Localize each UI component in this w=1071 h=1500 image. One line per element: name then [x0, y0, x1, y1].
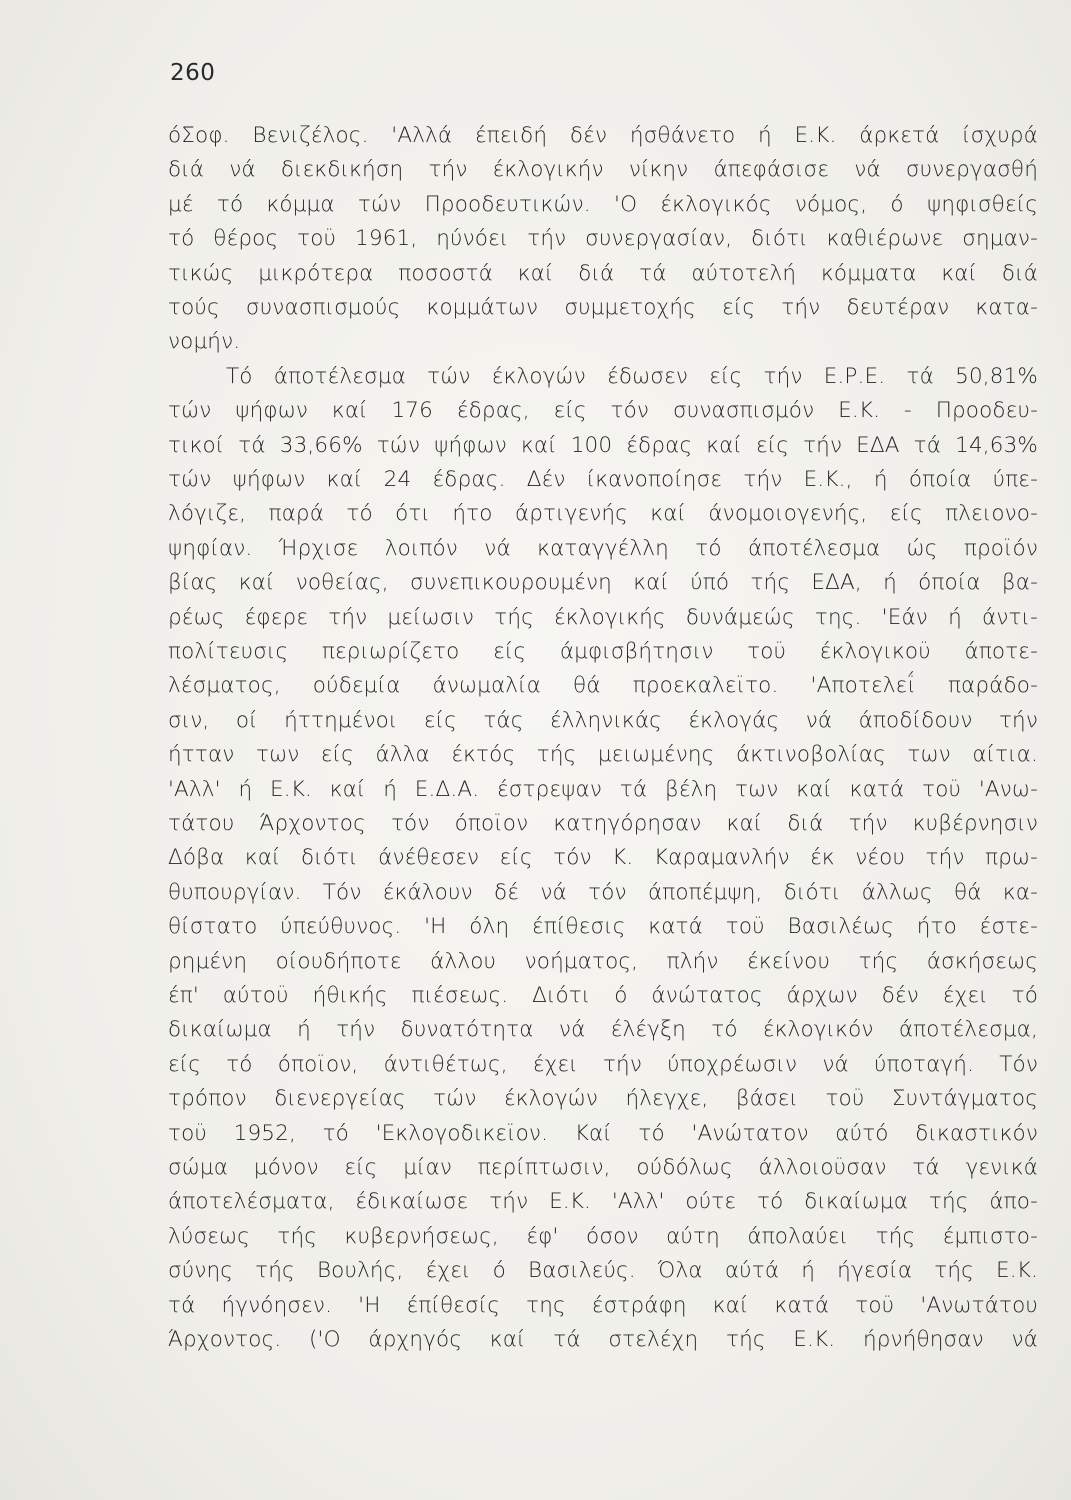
text-line: σιν, οί ήττημένοι είς τάς έλληνικάς έκλογάς νά άποδίδουν τήν	[168, 707, 1038, 733]
text-line: ψηφίαν. Ήρχισε λοιπόν νά καταγγέλλη τό άποτέλεσμα ώς προϊόν	[168, 535, 1038, 561]
text-line: Τό άποτέλεσμα τών έκλογών έδωσεν είς τήν Ε.Ρ.Ε. τά 50,81%	[226, 363, 1038, 389]
page-number: 260	[170, 60, 216, 86]
text-line: τικώς μικρότερα ποσοστά καί διά τά αύτοτελή κόμματα καί διά	[168, 260, 1038, 286]
text-line: Δόβα καί διότι άνέθεσεν είς τόν Κ. Καραμανλήν έκ νέου τήν πρω-	[168, 845, 1038, 871]
text-line: ήτταν των είς άλλα έκτός τής μειωμένης άκτινοβολίας των αίτια.	[168, 742, 1038, 768]
text-line: βίας καί νοθείας, συνεπικουρουμένη καί ύπό τής ΕΔΑ, ή όποία βα-	[168, 570, 1038, 596]
text-line: λύσεως τής κυβερνήσεως, έφ' όσον αύτη άπολαύει τής έμπιστο-	[168, 1223, 1038, 1249]
text-line: νομήν.	[168, 329, 241, 355]
text-line: τά ήγνόησεν. 'Η έπίθεσίς της έστράφη καί κατά τοϋ 'Ανωτάτου	[168, 1292, 1038, 1318]
text-line: θυπουργίαν. Τόν έκάλουν δέ νά τόν άποπέμψη, διότι άλλως θά κα-	[168, 879, 1038, 905]
text-line: τούς συνασπισμούς κομμάτων συμμετοχής είς τήν δευτέραν κατα-	[168, 295, 1038, 320]
text-line: Άρχοντος. ('Ο άρχηγός καί τά στελέχη τής Ε.Κ. ήρνήθησαν νά	[168, 1327, 1038, 1352]
text-line: λόγιζε, παρά τό ότι ήτο άρτιγενής καί άνομοιογενής, είς πλειονο-	[168, 501, 1038, 527]
text-line: έπ' αύτοϋ ήθικής πιέσεως. Διότι ό άνώτατος άρχων δέν έχει τό	[168, 983, 1038, 1008]
text-line: μέ τό κόμμα τών Προοδευτικών. 'Ο έκλογικός νόμος, ό ψηφισθείς	[168, 191, 1038, 217]
text-line: λέσματος, ούδεμία άνωμαλία θά προεκαλεϊτο. 'Αποτελεΐ παράδο-	[168, 673, 1038, 699]
text-line: δικαίωμα ή τήν δυνατότητα νά έλέγξη τό έκλογικόν άποτέλεσμα,	[168, 1017, 1038, 1043]
text-line: τό θέρος τοϋ 1961, ηύνόει τήν συνεργασίαν, διότι καθιέρωνε σημαν-	[168, 226, 1038, 252]
text-line: ρημένη οίουδήποτε άλλου νοήματος, πλήν έκείνου τής άσκήσεως	[168, 948, 1038, 974]
text-line: πολίτευσις περιωρίζετο είς άμφισβήτησιν τοϋ έκλογικοϋ άποτε-	[168, 639, 1038, 664]
text-line: τών ψήφων καί 24 έδρας. Δέν ίκανοποίησε τήν Ε.Κ., ή όποία ύπε-	[168, 467, 1038, 492]
text-line: τάτου Άρχοντος τόν όποϊον κατηγόρησαν καί διά τήν κυβέρνησιν	[168, 811, 1038, 836]
text-line: τρόπον διενεργείας τών έκλογών ήλεγχε, βάσει τοϋ Συντάγματος	[168, 1086, 1038, 1112]
text-line: τών ψήφων καί 176 έδρας, είς τόν συνασπισμόν Ε.Κ. - Προοδευ-	[168, 398, 1038, 424]
text-line: 'Αλλ' ή Ε.Κ. καί ή Ε.Δ.Α. έστρεψαν τά βέλη των καί κατά τοϋ 'Ανω-	[168, 776, 1038, 802]
text-line: τοϋ 1952, τό 'Εκλογοδικεϊον. Καί τό 'Ανώτατον αύτό δικαστικόν	[168, 1120, 1038, 1146]
text-line: θίστατο ύπεύθυνος. 'Η όλη έπίθεσις κατά τοϋ Βασιλέως ήτο έστε-	[168, 914, 1038, 940]
text-line: τικοί τά 33,66% τών ψήφων καί 100 έδρας καί είς τήν ΕΔΑ τά 14,63%	[168, 432, 1038, 458]
text-line: είς τό όποϊον, άντιθέτως, έχει τήν ύποχρέωσιν νά ύποταγή. Τόν	[168, 1051, 1038, 1077]
text-line: διά νά διεκδικήση τήν έκλογικήν νίκην άπεφάσισε νά συνεργασθή	[168, 157, 1038, 183]
text-line: ρέως έφερε τήν μείωσιν τής έκλογικής δυνάμεώς της. 'Εάν ή άντι-	[168, 604, 1038, 630]
text-line: άποτελέσματα, έδικαίωσε τήν Ε.Κ. 'Αλλ' ούτε τό δικαίωμα τής άπο-	[168, 1189, 1038, 1215]
text-line: όΣοφ. Βενιζέλος. 'Αλλά έπειδή δέν ήσθάνετο ή Ε.Κ. άρκετά ίσχυρά	[168, 123, 1038, 148]
text-line: σώμα μόνον είς μίαν περίπτωσιν, ούδόλως άλλοιοϋσαν τά γενικά	[168, 1155, 1038, 1180]
text-line: σύνης τής Βουλής, έχει ό Βασιλεύς. Όλα αύτά ή ήγεσία τής Ε.Κ.	[168, 1258, 1038, 1284]
